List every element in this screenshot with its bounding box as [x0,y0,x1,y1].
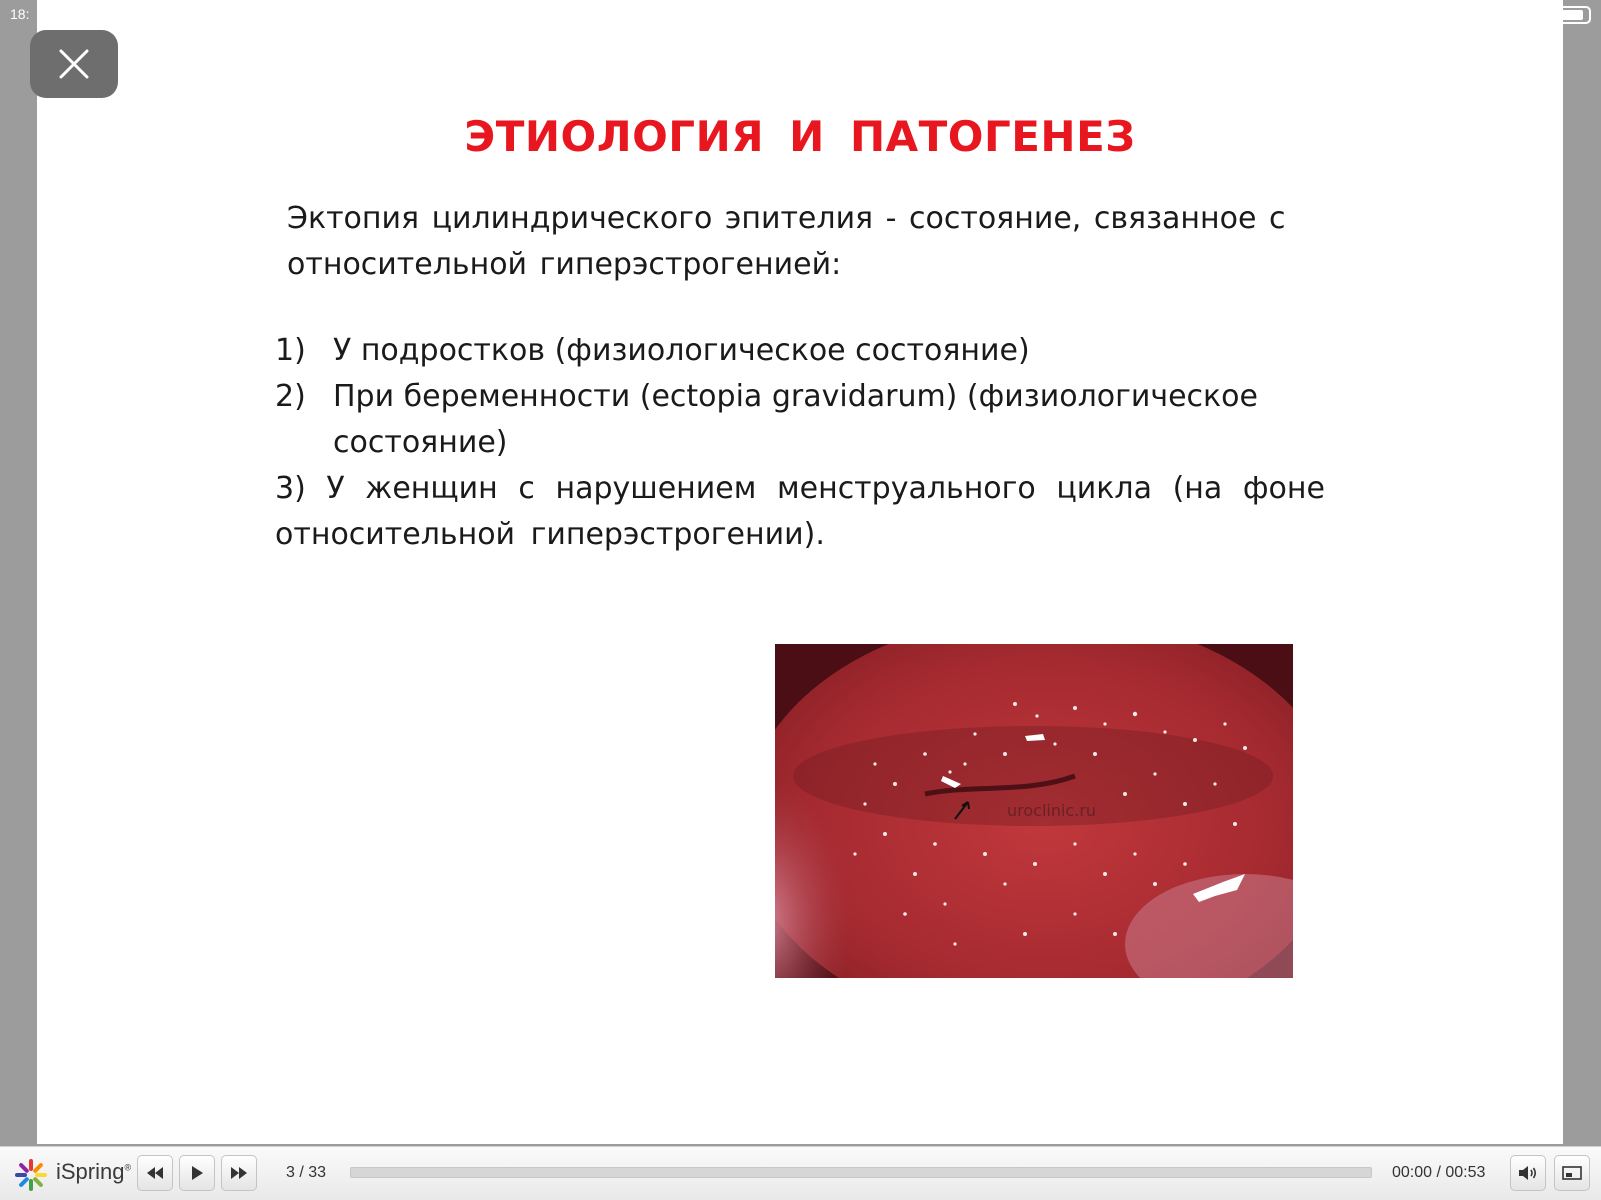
status-time: 18: [10,6,30,22]
photo-watermark: uroclinic.ru [1007,801,1097,820]
time-readout: 00:00 / 00:53 [1392,1164,1486,1181]
cause-list [275,328,1325,558]
close-button[interactable] [30,30,118,98]
list-item-3: 3) У женщин с нарушением менструального цикла (на фоне относительной гиперэстрогении). [275,471,1325,552]
close-icon [57,47,91,81]
rewind-icon [146,1166,164,1180]
list-item-text: У подростков (физиологическое состояние) [333,333,1030,368]
slide-title: ЭТИОЛОГИЯ И ПАТОГЕНЕЗ [464,112,1136,161]
player-toolbar [0,1146,1601,1200]
fullscreen-icon [1562,1165,1582,1181]
intro-line-2: относительной гиперэстрогенией: [287,247,842,282]
slide-canvas [37,0,1563,1144]
intro-line-1: Эктопия цилиндрического эпителия - состояние, связанное с [287,201,1286,236]
list-item [275,328,1325,374]
slide-counter: 3 / 33 [286,1164,327,1181]
intro-paragraph [287,196,1307,288]
colposcopy-photo [775,644,1293,978]
volume-button[interactable] [1510,1155,1546,1191]
next-slide-button[interactable] [221,1155,257,1191]
previous-slide-button[interactable] [137,1155,173,1191]
brand-name: iSpring® [56,1159,132,1184]
progress-bar[interactable] [350,1167,1372,1178]
list-item-text: При беременности (ectopia gravidarum) (физиологическое состояние) [333,379,1258,460]
list-item-number: 2) [275,379,306,414]
ispring-logo-icon [14,1158,48,1192]
fullscreen-button[interactable] [1554,1155,1590,1191]
play-button[interactable] [179,1155,215,1191]
list-item [275,374,1325,466]
play-icon [190,1165,204,1181]
list-item-number: 1) [275,333,306,368]
fast-forward-icon [230,1166,248,1180]
volume-icon [1518,1165,1538,1181]
brand-registered-mark: ® [124,1162,132,1173]
